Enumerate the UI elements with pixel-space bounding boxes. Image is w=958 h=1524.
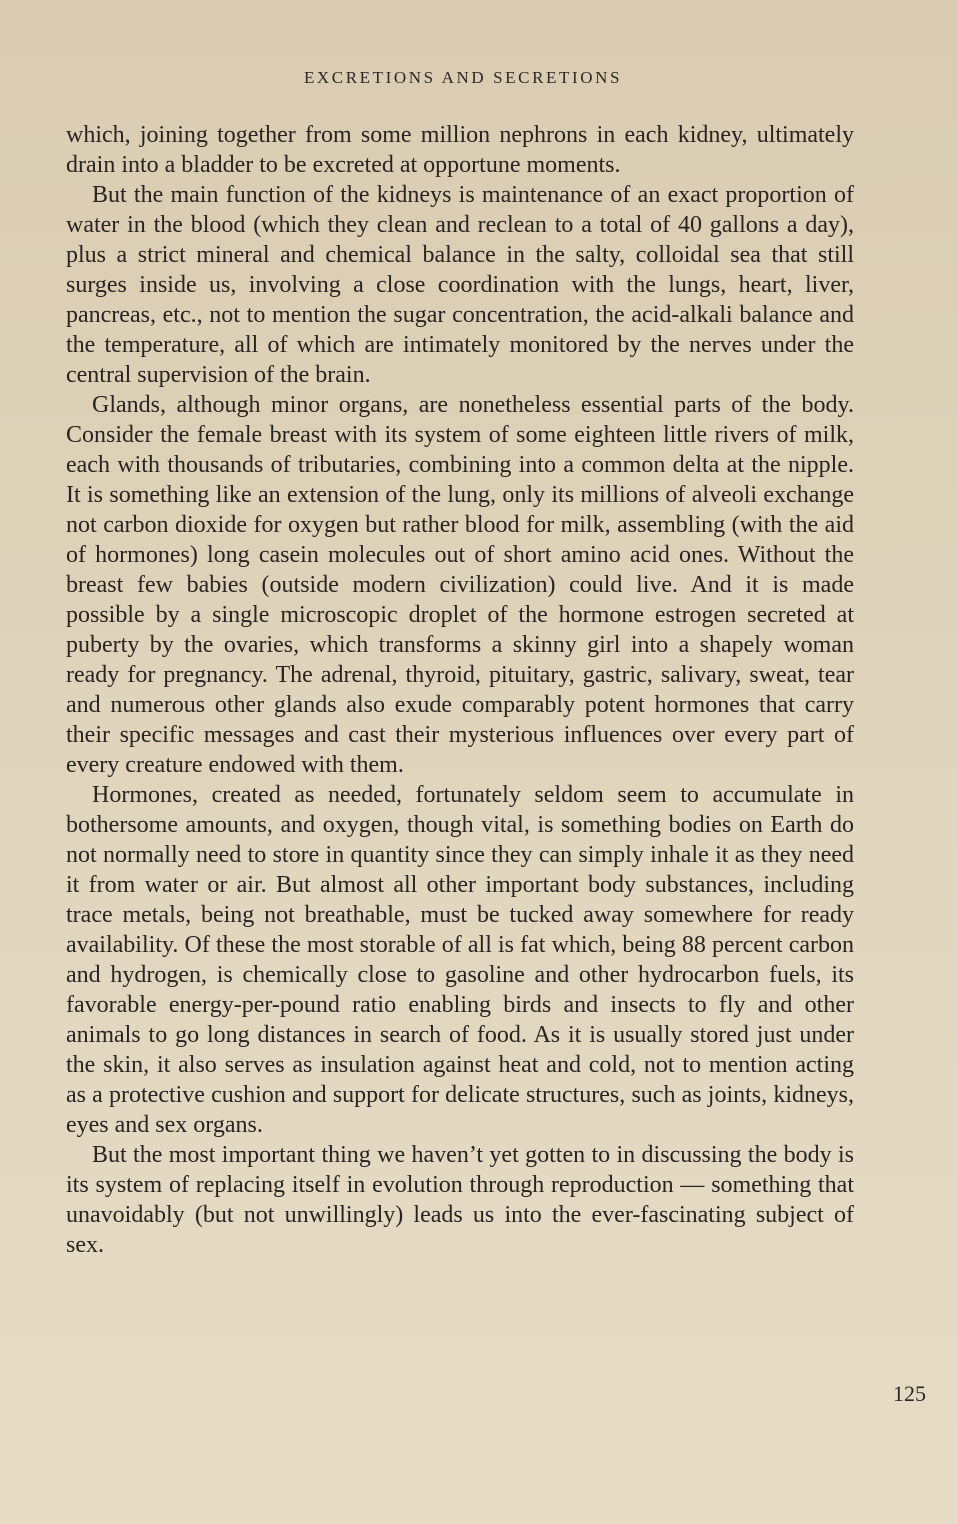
running-head: EXCRETIONS AND SECRETIONS xyxy=(303,68,623,87)
page-number: 125 xyxy=(893,1381,926,1406)
paragraph-glands: Glands, although minor organs, are nonetheless essential parts of the body. Consider the female breast with its system of some eighteen little rivers of milk, each with thousands of tributaries, combining into a common delta at the nipple. It is something like an extension of the lung, only its millions of alveoli exchange not carbon dioxide for oxygen but rather blood for milk, assembling (with the aid of hormones) long casein molecules out of short amino acid ones. Without the breast few babies (outside modern civilization) could live. And it is made possible by a single microscopic droplet of the hormone estrogen secreted at puberty by the ovaries, which transforms a skinny girl into a shapely woman ready for pregnancy. The adrenal, thyroid, pituitary, gastric, salivary, sweat, tear and numerous other glands also exude comparably potent hormones that carry their specific messages and cast their mysterious influences over every part of every creature endowed with them. xyxy=(66,392,854,778)
paragraph-continuation: which, joining together from some million nephrons in each kidney, ultimately drain into a bladder to be excreted at opportune moments. xyxy=(66,122,854,178)
paragraph-hormones-fat: Hormones, created as needed, fortunately seldom seem to accumulate in bothersome amounts, and oxygen, though vital, is something bodies on Earth do not normally need to store in quantity since they can simply inhale it as they need it from water or air. But almost all other important body substances, including trace metals, being not breathable, must be tucked away somewhere for ready availability. Of these the most storable of all is fat which, being 88 percent carbon and hydrogen, is chemically close to gasoline and other hydrocarbon fuels, its favorable energy-per-pound ratio enabling birds and insects to fly and other animals to go long distances in search of food. As it is usually stored just under the skin, it also serves as insulation against heat and cold, not to mention acting as a protective cushion and support for delicate structures, such as joints, kidneys, eyes and sex organs. xyxy=(66,782,854,1138)
paragraph-reproduction: But the most important thing we haven’t yet gotten to in discussing the body is its system of replacing itself in evolution through reproduction — something that unavoidably (but not unwillingly) leads us into the ever-fascinating subject of sex. xyxy=(66,1142,854,1258)
paragraph-kidneys: But the main function of the kidneys is maintenance of an exact proportion of water in the blood (which they clean and reclean to a total of 40 gallons a day), plus a strict mineral and chemical balance in the salty, colloidal sea that still surges inside us, involving a close coordination with the lungs, heart, liver, pancreas, etc., not to mention the sugar concentration, the acid-alkali balance and the temperature, all of which are intimately monitored by the nerves under the central supervision of the brain. xyxy=(66,182,854,388)
body-text xyxy=(66,120,854,1260)
